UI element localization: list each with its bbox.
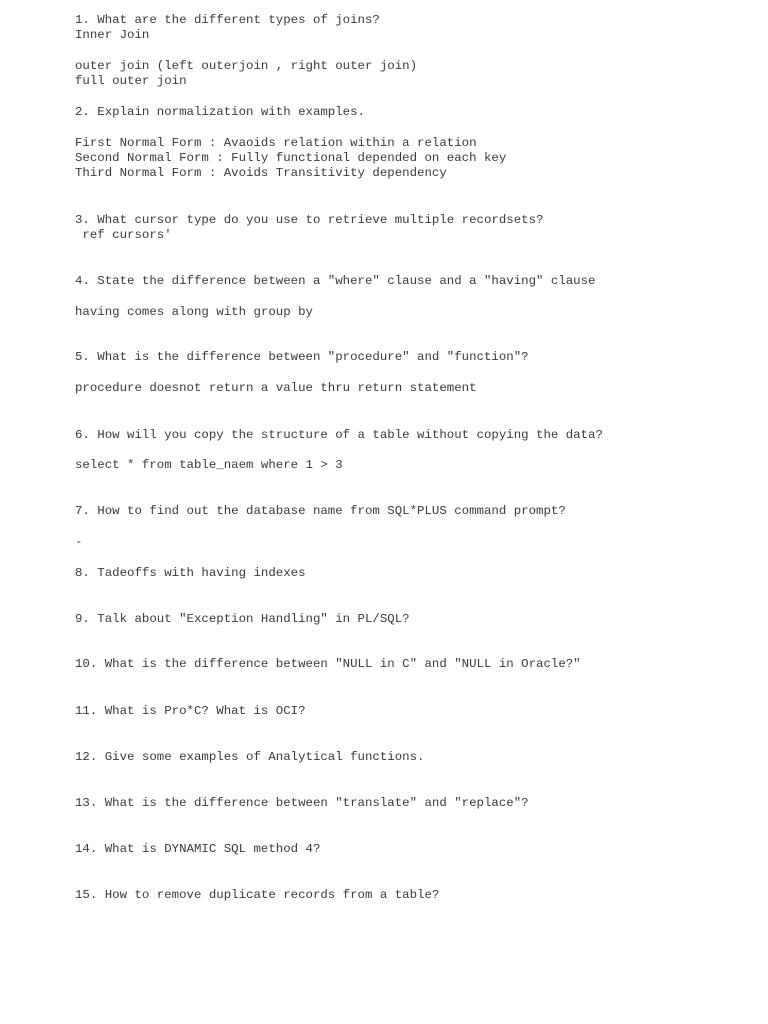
answer-2-line-3: Third Normal Form : Avoids Transitivity dependency <box>75 166 447 180</box>
question-2: 2. Explain normalization with examples. <box>75 105 365 119</box>
answer-3: ref cursors' <box>75 228 172 242</box>
answer-5: procedure doesnot return a value thru return statement <box>75 381 477 395</box>
answer-7: - <box>75 535 83 549</box>
answer-2-line-2: Second Normal Form : Fully functional depended on each key <box>75 151 507 165</box>
question-13: 13. What is the difference between "translate" and "replace"? <box>75 796 529 810</box>
answer-6: select * from table_naem where 1 > 3 <box>75 458 343 472</box>
answer-1-line-3: full outer join <box>75 74 187 88</box>
question-5: 5. What is the difference between "procedure" and "function"? <box>75 350 529 364</box>
question-15: 15. How to remove duplicate records from a table? <box>75 888 440 902</box>
question-7: 7. How to find out the database name from SQL*PLUS command prompt? <box>75 504 566 518</box>
question-9: 9. Talk about "Exception Handling" in PL/SQL? <box>75 612 410 626</box>
question-10: 10. What is the difference between "NULL in C" and "NULL in Oracle?" <box>75 657 581 671</box>
question-3: 3. What cursor type do you use to retrieve multiple recordsets? <box>75 213 544 227</box>
answer-1-line-2: outer join (left outerjoin , right outer join) <box>75 59 418 73</box>
question-14: 14. What is DYNAMIC SQL method 4? <box>75 842 321 856</box>
question-6: 6. How will you copy the structure of a table without copying the data? <box>75 428 603 442</box>
question-12: 12. Give some examples of Analytical functions. <box>75 750 425 764</box>
answer-2-line-1: First Normal Form : Avaoids relation within a relation <box>75 136 477 150</box>
answer-1-line-1: Inner Join <box>75 28 150 42</box>
question-11: 11. What is Pro*C? What is OCI? <box>75 704 306 718</box>
question-4: 4. State the difference between a "where" clause and a "having" clause <box>75 274 596 288</box>
answer-4: having comes along with group by <box>75 305 313 319</box>
question-1: 1. What are the different types of joins? <box>75 13 380 27</box>
question-8: 8. Tadeoffs with having indexes <box>75 566 306 580</box>
